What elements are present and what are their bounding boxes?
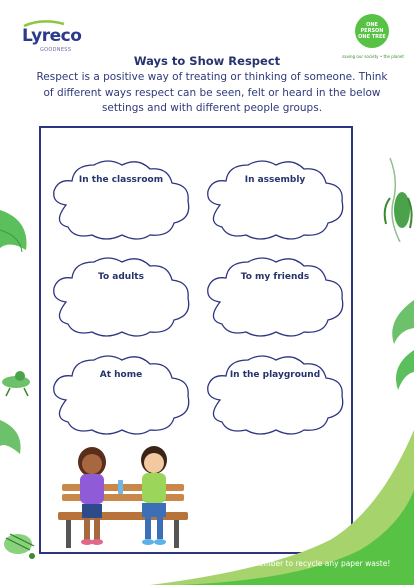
- leaf-icon: [0, 420, 26, 454]
- grasshopper-icon: [376, 158, 414, 242]
- cloud-label: In assembly: [244, 175, 306, 185]
- otp-badge: ONE PERSON ONE TREE: [355, 14, 389, 48]
- cloud-label: To adults: [98, 272, 144, 282]
- otp-tagline: saving our society • the planet: [342, 54, 404, 59]
- cloud-shape: [200, 252, 350, 338]
- cloud-label: In the classroom: [78, 175, 164, 185]
- page-title: Ways to Show Respect: [133, 54, 281, 68]
- cloud-shape: [46, 155, 196, 241]
- cloud-shape: [46, 252, 196, 338]
- cloud-shape: [46, 350, 196, 436]
- lyreco-wordmark: Lyreco: [22, 26, 82, 46]
- cloud-label: To my friends: [240, 272, 310, 282]
- recycle-icon: [220, 556, 236, 572]
- cloud-box-playground[interactable]: [200, 350, 350, 436]
- bee-icon: [0, 520, 40, 564]
- recycle-reminder: [220, 555, 410, 575]
- lyreco-logo: [20, 20, 80, 52]
- intro-text: Respect is a positive way of treating or thinking of someone. Think of different ways respect can be seen, felt or heard in the below settings and with different people groups.: [36, 71, 388, 114]
- cloud-shape: [200, 350, 350, 436]
- cloud-label: In the playground: [229, 370, 321, 380]
- cloud-label: At home: [99, 370, 143, 380]
- leaf-icon: [0, 200, 40, 260]
- cloud-box-classroom[interactable]: [46, 155, 196, 241]
- cloud-shape: [200, 155, 350, 241]
- cloud-box-adults[interactable]: [46, 252, 196, 338]
- leaf-icon: [382, 300, 414, 390]
- recycle-text: Remember to recycle any paper waste!: [242, 559, 391, 568]
- cloud-box-friends[interactable]: [200, 252, 350, 338]
- lyreco-subtitle: GOODNESS: [40, 47, 72, 53]
- dragonfly-icon: [0, 362, 40, 402]
- cloud-box-home[interactable]: [46, 350, 196, 436]
- cloud-box-assembly[interactable]: [200, 155, 350, 241]
